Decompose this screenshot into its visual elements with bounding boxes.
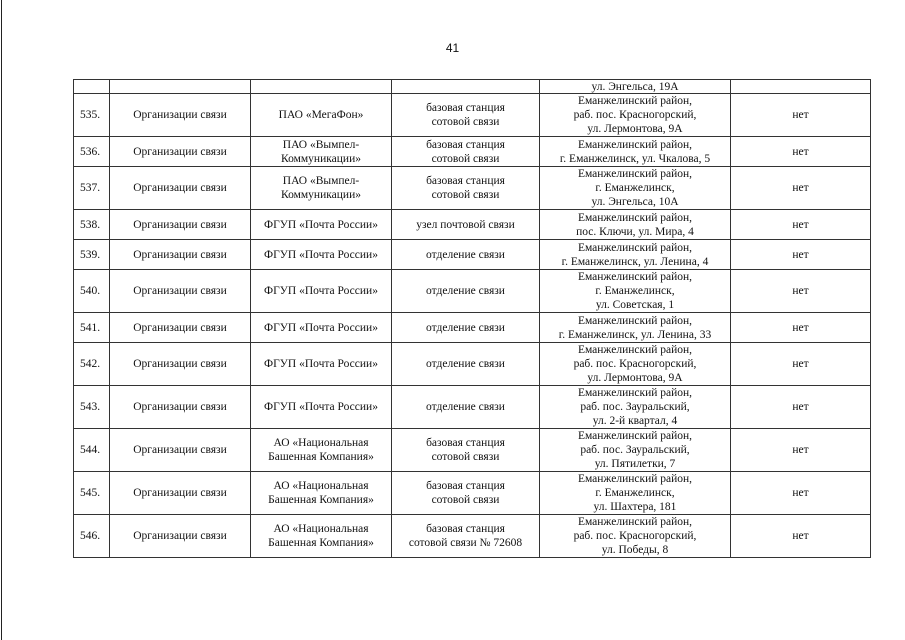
cell-owner bbox=[251, 313, 392, 343]
cell-value: нет bbox=[731, 210, 871, 240]
cell-owner bbox=[251, 429, 392, 472]
cell-owner bbox=[251, 80, 392, 94]
cell-number: 539. bbox=[74, 240, 110, 270]
cell-object bbox=[392, 472, 540, 515]
cell-object-line: сотовой связи bbox=[431, 152, 500, 165]
page-number: 41 bbox=[445, 41, 460, 55]
cell-number: 537. bbox=[74, 167, 110, 210]
cell-value: нет bbox=[731, 94, 871, 137]
table-row bbox=[74, 313, 871, 343]
cell-category bbox=[110, 80, 251, 94]
table-row-continued bbox=[74, 80, 871, 94]
cell-category: Организации связи bbox=[110, 386, 251, 429]
cell-address-line: Еманжелинский район, bbox=[577, 387, 693, 399]
cell-object bbox=[392, 515, 540, 558]
cell-object-line: базовая станция bbox=[426, 437, 505, 449]
cell-value: нет bbox=[731, 167, 871, 210]
cell-category: Организации связи bbox=[110, 313, 251, 343]
table-row bbox=[74, 210, 871, 240]
cell-object bbox=[392, 343, 540, 386]
cell-object-line: базовая станция bbox=[426, 175, 505, 187]
cell-address-line: г. Еманжелинск, ул. Ленина, 4 bbox=[561, 255, 709, 268]
cell-object bbox=[392, 167, 540, 210]
cell-object bbox=[392, 386, 540, 429]
cell-owner-line: ФГУП «Почта России» bbox=[264, 218, 378, 231]
cell-address-line: раб. пос. Красногорский, bbox=[573, 358, 697, 370]
cell-owner-line: Башенная Компания» bbox=[268, 537, 374, 549]
cell-owner-line: Коммуникации» bbox=[281, 152, 361, 165]
cell-category: Организации связи bbox=[110, 167, 251, 210]
cell-category: Организации связи bbox=[110, 472, 251, 515]
cell-address bbox=[540, 94, 731, 137]
cell-category: Организации связи bbox=[110, 515, 251, 558]
cell-address-line: г. Еманжелинск, bbox=[595, 487, 675, 499]
cell-owner-line: АО «Национальная bbox=[273, 523, 369, 535]
table-row bbox=[74, 240, 871, 270]
cell-object bbox=[392, 80, 540, 94]
cell-address-line: ул. Победы, 8 bbox=[601, 544, 669, 556]
cell-address-line: г. Еманжелинск, ул. Чкалова, 5 bbox=[559, 152, 711, 165]
cell-owner-line: ФГУП «Почта России» bbox=[264, 285, 378, 297]
cell-address-line: ул. 2-й квартал, 4 bbox=[592, 415, 678, 427]
cell-address-line: раб. пос. Красногорский, bbox=[573, 109, 697, 121]
cell-address-line: раб. пос. Красногорский, bbox=[573, 530, 697, 542]
cell-number: 535. bbox=[74, 94, 110, 137]
cell-object-line: базовая станция bbox=[426, 138, 505, 151]
cell-object bbox=[392, 137, 540, 167]
cell-address bbox=[540, 270, 731, 313]
cell-address-line: Еманжелинский район, bbox=[577, 95, 693, 107]
cell-address-line: Еманжелинский район, bbox=[577, 241, 693, 254]
cell-category: Организации связи bbox=[110, 429, 251, 472]
cell-address-line: Еманжелинский район, bbox=[577, 473, 693, 485]
cell-address bbox=[540, 386, 731, 429]
cell-number: 538. bbox=[74, 210, 110, 240]
cell-address-line: раб. пос. Зауральский, bbox=[580, 444, 690, 456]
cell-owner-line: Коммуникации» bbox=[281, 189, 361, 201]
cell-address-line: г. Еманжелинск, bbox=[595, 182, 675, 194]
cell-owner bbox=[251, 343, 392, 386]
cell-owner-line: АО «Национальная bbox=[273, 480, 369, 492]
cell-value: нет bbox=[731, 240, 871, 270]
table-row bbox=[74, 343, 871, 386]
cell-address-line: Еманжелинский район, bbox=[577, 271, 693, 283]
cell-owner bbox=[251, 94, 392, 137]
cell-number: 536. bbox=[74, 137, 110, 167]
cell-value: нет bbox=[731, 429, 871, 472]
cell-address-line: Еманжелинский район, bbox=[577, 211, 693, 224]
table-row bbox=[74, 94, 871, 137]
registry-table bbox=[73, 79, 871, 558]
cell-address bbox=[540, 429, 731, 472]
cell-address-line: пос. Ключи, ул. Мира, 4 bbox=[576, 225, 694, 238]
cell-owner bbox=[251, 515, 392, 558]
cell-address: ул. Энгельса, 19А bbox=[540, 80, 731, 94]
cell-number: 542. bbox=[74, 343, 110, 386]
cell-value: нет bbox=[731, 515, 871, 558]
cell-value: нет bbox=[731, 472, 871, 515]
cell-category: Организации связи bbox=[110, 343, 251, 386]
cell-number: 546. bbox=[74, 515, 110, 558]
cell-object-line: отделение связи bbox=[426, 285, 505, 297]
cell-object bbox=[392, 94, 540, 137]
cell-value: нет bbox=[731, 270, 871, 313]
cell-object-line: отделение связи bbox=[426, 248, 505, 261]
cell-value: нет bbox=[731, 343, 871, 386]
table-row bbox=[74, 429, 871, 472]
cell-number: 544. bbox=[74, 429, 110, 472]
cell-address-line: г. Еманжелинск, bbox=[595, 285, 675, 297]
cell-owner bbox=[251, 386, 392, 429]
cell-address-line: Еманжелинский район, bbox=[577, 314, 693, 327]
cell-number: 543. bbox=[74, 386, 110, 429]
cell-value: нет bbox=[731, 137, 871, 167]
cell-address-line: раб. пос. Зауральский, bbox=[580, 401, 690, 413]
cell-address bbox=[540, 137, 731, 167]
cell-object-line: сотовой связи bbox=[431, 189, 500, 201]
cell-address-line: Еманжелинский район, bbox=[577, 516, 693, 528]
cell-category: Организации связи bbox=[110, 240, 251, 270]
cell-object-line: базовая станция bbox=[426, 102, 505, 114]
cell-address bbox=[540, 167, 731, 210]
cell-address bbox=[540, 472, 731, 515]
cell-number bbox=[74, 80, 110, 94]
cell-address-line: ул. Шахтера, 181 bbox=[593, 501, 677, 513]
cell-object bbox=[392, 240, 540, 270]
cell-object-line: базовая станция bbox=[426, 480, 505, 492]
table-row bbox=[74, 386, 871, 429]
cell-value bbox=[731, 80, 871, 94]
cell-value: нет bbox=[731, 386, 871, 429]
cell-owner bbox=[251, 270, 392, 313]
table-row bbox=[74, 167, 871, 210]
cell-object-line: сотовой связи bbox=[431, 451, 500, 463]
cell-address-line: Еманжелинский район, bbox=[577, 344, 693, 356]
cell-address-line: ул. Советская, 1 bbox=[595, 299, 675, 311]
cell-address-line: ул. Энгельса, 10А bbox=[591, 196, 679, 208]
cell-object-line: сотовой связи bbox=[431, 494, 500, 506]
cell-owner-line: ПАО «МегаФон» bbox=[278, 109, 364, 121]
cell-object-line: базовая станция bbox=[426, 523, 505, 535]
cell-category: Организации связи bbox=[110, 94, 251, 137]
cell-object-line: сотовой связи bbox=[431, 116, 500, 128]
cell-owner bbox=[251, 472, 392, 515]
page-edge-rule bbox=[1, 0, 2, 640]
cell-owner-line: ФГУП «Почта России» bbox=[264, 358, 378, 370]
table-row bbox=[74, 472, 871, 515]
cell-object bbox=[392, 270, 540, 313]
cell-object-line: отделение связи bbox=[426, 358, 505, 370]
cell-category: Организации связи bbox=[110, 270, 251, 313]
cell-owner bbox=[251, 210, 392, 240]
cell-address-line: ул. Лермонтова, 9А bbox=[587, 123, 683, 135]
cell-address-line: г. Еманжелинск, ул. Ленина, 33 bbox=[558, 328, 712, 341]
cell-category: Организации связи bbox=[110, 210, 251, 240]
table-row bbox=[74, 515, 871, 558]
cell-number: 545. bbox=[74, 472, 110, 515]
cell-number: 541. bbox=[74, 313, 110, 343]
cell-owner-line: ФГУП «Почта России» bbox=[264, 248, 378, 261]
cell-owner bbox=[251, 137, 392, 167]
cell-address bbox=[540, 313, 731, 343]
cell-address bbox=[540, 515, 731, 558]
cell-owner-line: ФГУП «Почта России» bbox=[264, 321, 378, 334]
cell-owner-line: Башенная Компания» bbox=[268, 451, 374, 463]
cell-owner-line: Башенная Компания» bbox=[268, 494, 374, 506]
cell-owner-line: ФГУП «Почта России» bbox=[264, 401, 378, 413]
table-row bbox=[74, 137, 871, 167]
cell-address-line: ул. Пятилетки, 7 bbox=[594, 458, 676, 470]
cell-object bbox=[392, 313, 540, 343]
cell-object-line: отделение связи bbox=[426, 321, 505, 334]
cell-owner-line: ПАО «Вымпел- bbox=[282, 138, 360, 151]
cell-owner-line: ПАО «Вымпел- bbox=[282, 175, 360, 187]
cell-owner bbox=[251, 240, 392, 270]
cell-address-line: ул. Лермонтова, 9А bbox=[587, 372, 683, 384]
cell-address-line: Еманжелинский район, bbox=[577, 138, 693, 151]
cell-number: 540. bbox=[74, 270, 110, 313]
cell-address bbox=[540, 210, 731, 240]
cell-object bbox=[392, 210, 540, 240]
cell-category: Организации связи bbox=[110, 137, 251, 167]
cell-owner-line: АО «Национальная bbox=[273, 437, 369, 449]
table-row bbox=[74, 270, 871, 313]
cell-object-line: узел почтовой связи bbox=[416, 218, 515, 231]
cell-address bbox=[540, 240, 731, 270]
cell-value: нет bbox=[731, 313, 871, 343]
cell-owner bbox=[251, 167, 392, 210]
cell-object-line: отделение связи bbox=[426, 401, 505, 413]
cell-object-line: сотовой связи № 72608 bbox=[408, 537, 523, 549]
cell-address-line: Еманжелинский район, bbox=[577, 168, 693, 180]
cell-address-line: Еманжелинский район, bbox=[577, 430, 693, 442]
cell-address bbox=[540, 343, 731, 386]
cell-object bbox=[392, 429, 540, 472]
